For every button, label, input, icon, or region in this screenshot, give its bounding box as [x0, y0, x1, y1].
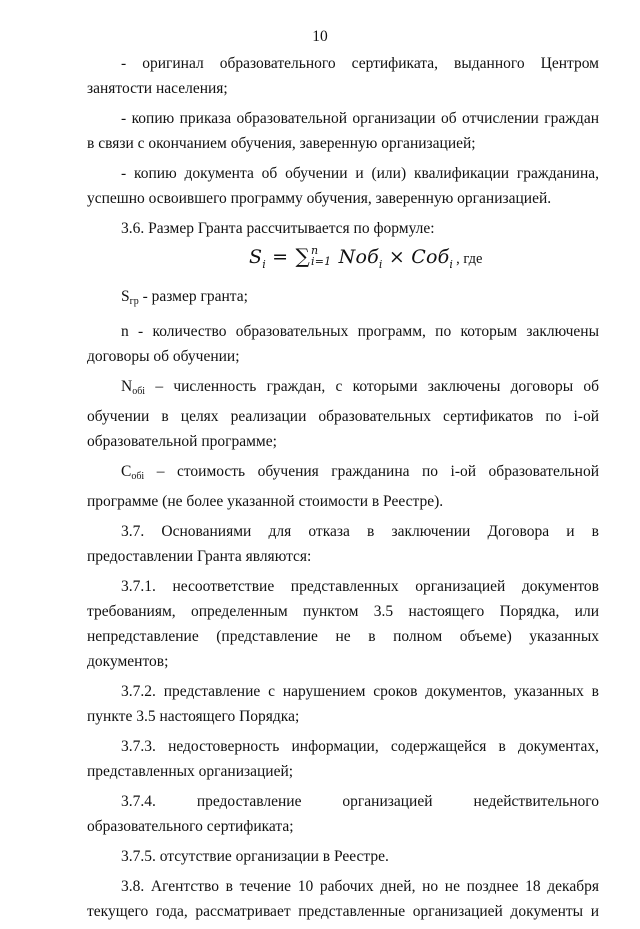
paragraph-3-7-2: 3.7.2. представление с нарушением сроков документов, указанных в пункте 3.5 настоящего Порядка; [87, 683, 599, 725]
paragraph-grant-formula-intro: 3.6. Размер Гранта рассчитывается по формуле: [121, 220, 435, 237]
document-body [87, 51, 599, 929]
paragraph-nob-definition: Nобi – численность граждан, с которыми заключены договоры об обучении в целях реализации образовательных сертификатов по i-ой образовательной программе; [87, 378, 599, 450]
paragraph-3-7-1: 3.7.1. несоответствие представленных организацией документов требованиям, определенным пунктом 3.5 настоящего Порядка, или непредставление (представление не в полном объеме) указанных документов; [87, 578, 599, 670]
paragraph-education-document: - копию документа об обучении и (или) квалификации гражданина, успешно освоившего программу обучения, заверенную организацией. [87, 165, 599, 207]
paragraph-original-certificate: - оригинал образовательного сертификата, выданного Центром занятости населения; [87, 55, 599, 97]
page-number: 10 [312, 28, 328, 45]
grant-formula [87, 244, 599, 282]
formula-tail: , где [456, 251, 483, 267]
paragraph-3-7-5: 3.7.5. отсутствие организации в Реестре. [121, 848, 389, 865]
paragraph-expulsion-order: - копию приказа образовательной организации об отчислении граждан в связи с окончанием обучения, заверенную организацией; [87, 110, 599, 152]
paragraph-n-definition: n - количество образовательных программ, по которым заключены договоры об обучении; [87, 323, 599, 365]
paragraph-refusal-grounds: 3.7. Основаниями для отказа в заключении Договора и в предоставлении Гранта являются: [87, 523, 599, 565]
paragraph-grant-size-definition: Sгр - размер гранта; [121, 288, 248, 307]
formula-expression: $S_i$ = ∑ n i=1 Nоб$_i$ × Cоб$_i$ [249, 244, 454, 271]
paragraph-3-7-3: 3.7.3. недостоверность информации, содержащейся в документах, представленных организацией; [87, 738, 599, 780]
paragraph-3-7-4: 3.7.4. предоставление организацией недействительного образовательного сертификата; [87, 793, 599, 835]
paragraph-cob-definition: Cобi – стоимость обучения гражданина по i-ой образовательной программе (не более указанной стоимости в Реестре). [87, 463, 599, 510]
paragraph-3-8: 3.8. Агентство в течение 10 рабочих дней, но не позднее 18 декабря текущего года, рассматривает представленные организацией документы и [87, 878, 599, 920]
